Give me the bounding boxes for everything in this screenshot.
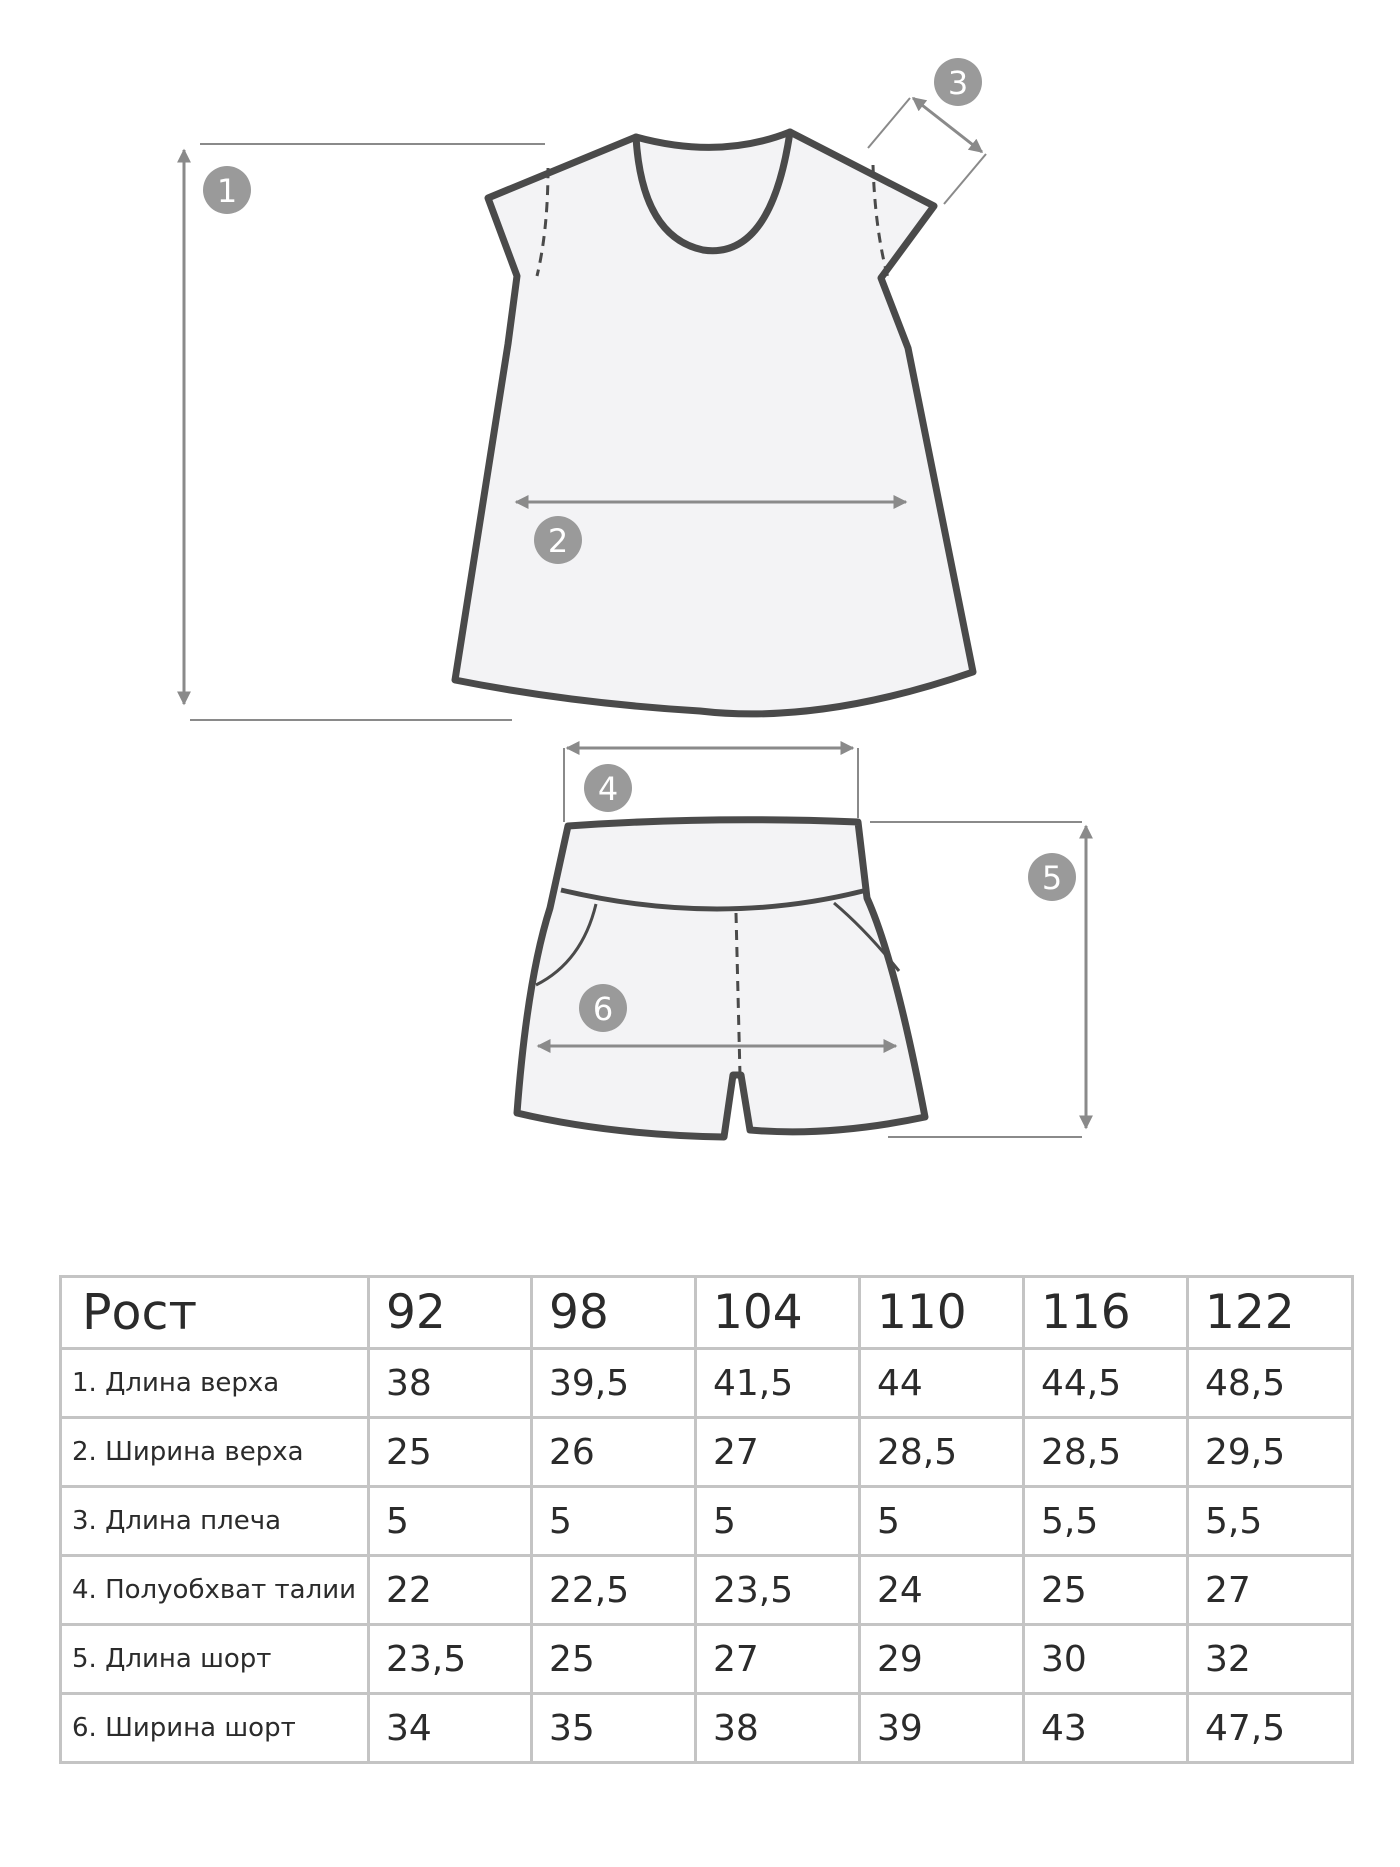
header-height-label: Рост xyxy=(61,1277,369,1349)
row-label: 6. Ширина шорт xyxy=(61,1694,369,1763)
table-cell: 38 xyxy=(369,1349,532,1418)
callout-4-number: 4 xyxy=(597,770,619,808)
table-cell: 43 xyxy=(1024,1694,1188,1763)
table-cell: 25 xyxy=(369,1418,532,1487)
header-size: 122 xyxy=(1188,1277,1353,1349)
size-table xyxy=(59,1275,1354,1764)
table-cell: 29,5 xyxy=(1188,1418,1353,1487)
header-size: 116 xyxy=(1024,1277,1188,1349)
table-cell: 30 xyxy=(1024,1625,1188,1694)
table-cell: 44 xyxy=(860,1349,1024,1418)
table-cell: 22,5 xyxy=(532,1556,696,1625)
table-cell: 28,5 xyxy=(860,1418,1024,1487)
table-cell: 26 xyxy=(532,1418,696,1487)
header-size: 110 xyxy=(860,1277,1024,1349)
callout-2-number: 2 xyxy=(547,522,569,560)
table-cell: 48,5 xyxy=(1188,1349,1353,1418)
table-cell: 44,5 xyxy=(1024,1349,1188,1418)
table-row xyxy=(61,1487,1353,1556)
table-cell: 24 xyxy=(860,1556,1024,1625)
table-cell: 38 xyxy=(696,1694,860,1763)
callout-5-number: 5 xyxy=(1041,859,1063,897)
table-cell: 22 xyxy=(369,1556,532,1625)
table-cell: 32 xyxy=(1188,1625,1353,1694)
row-label: 1. Длина верха xyxy=(61,1349,369,1418)
table-cell: 5,5 xyxy=(1188,1487,1353,1556)
table-row xyxy=(61,1625,1353,1694)
table-row xyxy=(61,1349,1353,1418)
table-cell: 5,5 xyxy=(1024,1487,1188,1556)
table-cell: 23,5 xyxy=(369,1625,532,1694)
top-garment-outline xyxy=(455,132,973,714)
shorts-outline xyxy=(517,820,925,1137)
table-cell: 39,5 xyxy=(532,1349,696,1418)
table-cell: 23,5 xyxy=(696,1556,860,1625)
table-cell: 25 xyxy=(532,1625,696,1694)
table-cell: 27 xyxy=(696,1625,860,1694)
callout-6-number: 6 xyxy=(592,990,614,1028)
callout-3-number: 3 xyxy=(947,64,969,102)
table-cell: 27 xyxy=(696,1418,860,1487)
callout-1-number: 1 xyxy=(216,172,238,210)
table-row xyxy=(61,1556,1353,1625)
shoulder-guide-2 xyxy=(944,154,986,204)
shoulder-guide-1 xyxy=(868,98,910,148)
table-cell: 5 xyxy=(369,1487,532,1556)
row-label: 5. Длина шорт xyxy=(61,1625,369,1694)
header-size: 104 xyxy=(696,1277,860,1349)
table-cell: 35 xyxy=(532,1694,696,1763)
table-cell: 41,5 xyxy=(696,1349,860,1418)
table-cell: 34 xyxy=(369,1694,532,1763)
table-header-row xyxy=(61,1277,1353,1349)
table-cell: 5 xyxy=(860,1487,1024,1556)
table-cell: 25 xyxy=(1024,1556,1188,1625)
row-label: 3. Длина плеча xyxy=(61,1487,369,1556)
table-row xyxy=(61,1694,1353,1763)
row-label: 4. Полуобхват талии xyxy=(61,1556,369,1625)
table-cell: 5 xyxy=(532,1487,696,1556)
table-cell: 39 xyxy=(860,1694,1024,1763)
row-label: 2. Ширина верха xyxy=(61,1418,369,1487)
table-cell: 5 xyxy=(696,1487,860,1556)
header-size: 98 xyxy=(532,1277,696,1349)
table-row xyxy=(61,1418,1353,1487)
table-cell: 28,5 xyxy=(1024,1418,1188,1487)
shoulder-length-arrow xyxy=(913,98,982,152)
table-cell: 47,5 xyxy=(1188,1694,1353,1763)
header-size: 92 xyxy=(369,1277,532,1349)
table-cell: 29 xyxy=(860,1625,1024,1694)
table-cell: 27 xyxy=(1188,1556,1353,1625)
